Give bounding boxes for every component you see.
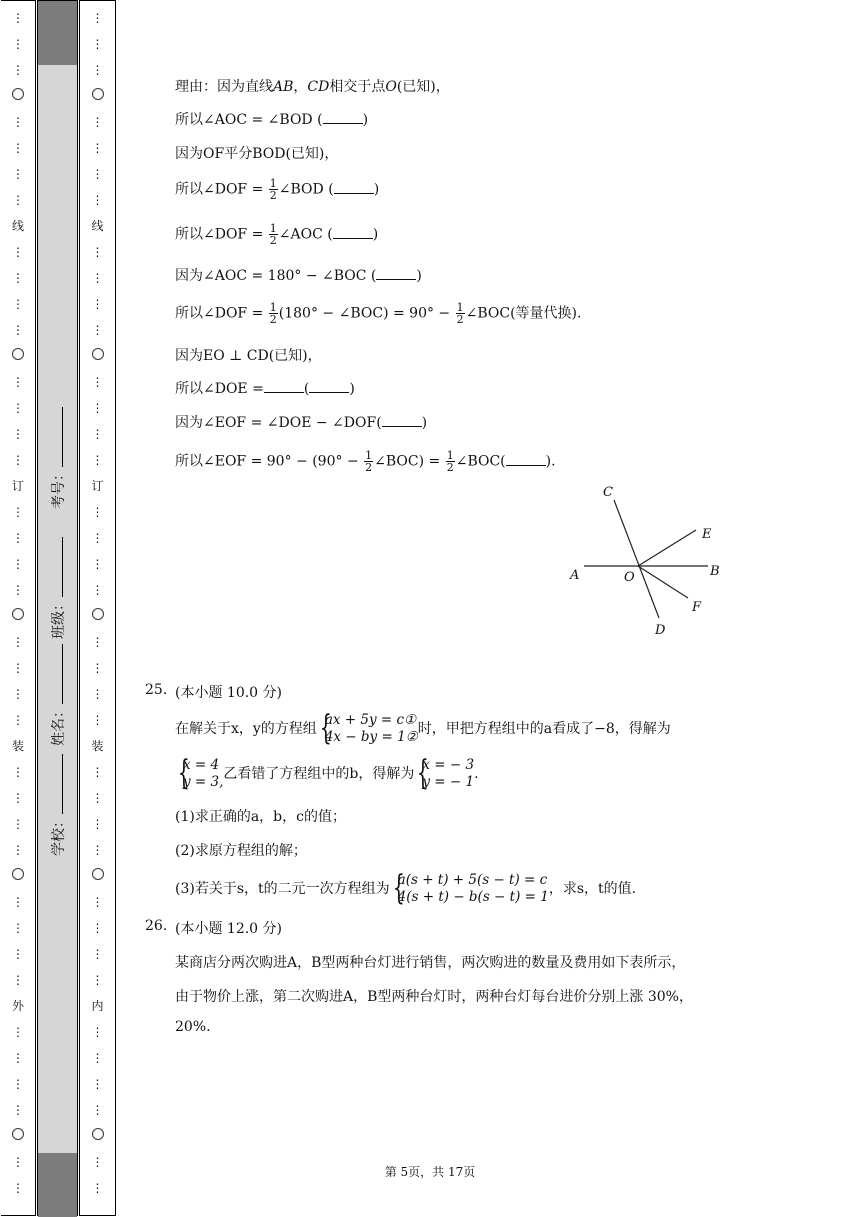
fraction-half: $\frac{1}{2}$ bbox=[446, 449, 454, 474]
proof-line-2: 所以∠AOC = ∠BOD ( ) bbox=[175, 112, 369, 128]
proof-line-3: 因为OF平分BOD(已知)， bbox=[175, 146, 339, 162]
dotted-line: ⋮ ⋮ ⋮ ⋮ ⋮ ⋮ ⋮ 线 ⋮ ⋮ ⋮ ⋮ ⋮ ⋮ ⋮ ⋮ 订 ⋮ ⋮ ⋮ ⋮ ⋮ ⋮ ⋮ ⋮ 装 ⋮ ⋮ ⋮ ⋮ ⋮ ⋮ ⋮ ⋮ 内 ⋮ ⋮ ⋮ ⋮ ⋮ ⋮ bbox=[91, 11, 104, 1195]
label-A: A bbox=[570, 568, 580, 583]
question-25-part-2: (2)求原方程组的解； bbox=[175, 843, 307, 859]
question-26-header: (本小题 12.0 分) bbox=[175, 921, 282, 937]
equation-system-st: { a(s + t) + 5(s − t) = c 4(s + t) − b(s − t) = 1 bbox=[390, 872, 549, 906]
solution-jia: { x = 4 y = 3, bbox=[175, 757, 223, 791]
proof-line-11: 所以∠EOF = 90° − (90° − $\frac{1}{2}$ ∠BOC) = $\frac{1}{2}$ ∠BOC( ). bbox=[175, 449, 556, 474]
name-field: 姓名： bbox=[48, 644, 68, 746]
question-26-stem-1: 某商店分两次购进A，B型两种台灯进行销售，两次购进的数量及费用如下表所示， bbox=[175, 955, 686, 971]
fraction-half: $\frac{1}{2}$ bbox=[269, 177, 277, 202]
dotted-line: ⋮ ⋮ ⋮ ⋮ ⋮ ⋮ ⋮ 线 ⋮ ⋮ ⋮ ⋮ ⋮ ⋮ ⋮ ⋮ 订 ⋮ ⋮ ⋮ ⋮ ⋮ ⋮ ⋮ ⋮ 装 ⋮ ⋮ ⋮ ⋮ ⋮ ⋮ ⋮ ⋮ 外 ⋮ ⋮ ⋮ ⋮ ⋮ ⋮ bbox=[11, 11, 24, 1195]
question-25-part-3: (3)若关于s，t的二元一次方程组为 { a(s + t) + 5(s − t) = c 4(s + t) − b(s − t) = 1 ，求s，t的值. bbox=[175, 872, 636, 906]
class-field: 班级： bbox=[48, 537, 68, 639]
question-26-stem-2: 由于物价上涨，第二次购进A，B型两种台灯时，两种台灯每台进价分别上涨 30%， bbox=[175, 989, 693, 1005]
label-C: C bbox=[603, 485, 613, 500]
exam-number-field: 考号： bbox=[48, 407, 68, 509]
fraction-half: $\frac{1}{2}$ bbox=[456, 301, 464, 326]
fraction-half: $\frac{1}{2}$ bbox=[269, 222, 277, 247]
question-25-header: (本小题 10.0 分) bbox=[175, 685, 282, 701]
angle-figure bbox=[560, 480, 730, 640]
question-26-stem-3: 20%. bbox=[175, 1019, 211, 1035]
question-25-stem-1: 在解关于x，y的方程组 { ax + 5y = c① 4x − by = 1② 时，甲把方程组中的a看成了−8，得解为 bbox=[175, 712, 671, 746]
proof-line-5: 所以∠DOF = $\frac{1}{2}$ ∠AOC ( ) bbox=[175, 222, 379, 247]
label-E: E bbox=[702, 527, 712, 542]
proof-line-9: 所以∠DOE = ( ) bbox=[175, 381, 355, 397]
question-25-part-1: (1)求正确的a，b，c的值； bbox=[175, 809, 346, 825]
label-D: D bbox=[655, 623, 666, 638]
gray-cap-top bbox=[38, 1, 77, 65]
ray-OE bbox=[638, 530, 696, 566]
equation-system: { ax + 5y = c① 4x − by = 1② bbox=[317, 712, 418, 746]
solution-yi: { x = − 3 y = − 1 bbox=[414, 757, 474, 791]
inner-binding-strip bbox=[79, 0, 116, 1216]
fraction-half: $\frac{1}{2}$ bbox=[365, 449, 373, 474]
school-field: 学校： bbox=[48, 754, 68, 856]
proof-line-4: 所以∠DOF = $\frac{1}{2}$ ∠BOD ( ) bbox=[175, 177, 380, 202]
question-26-number: 26. bbox=[145, 918, 168, 934]
proof-line-6: 因为∠AOC = 180° − ∠BOC ( ) bbox=[175, 268, 422, 284]
outer-binding-strip bbox=[1, 0, 36, 1216]
line-CD bbox=[614, 500, 659, 618]
proof-line-8: 因为EO ⊥ CD(已知)， bbox=[175, 348, 322, 364]
question-25-stem-2: { x = 4 y = 3, 乙看错了方程组中的b，得解为 { x = − 3 y = − 1 . bbox=[175, 757, 479, 791]
question-25-number: 25. bbox=[145, 682, 168, 698]
label-O: O bbox=[624, 570, 635, 585]
proof-line-1: 理由：因为直线AB，CD相交于点O(已知)， bbox=[175, 79, 450, 95]
proof-line-7: 所以∠DOF = $\frac{1}{2}$ (180° − ∠BOC) = 90° − $\frac{1}{2}$ ∠BOC(等量代换). bbox=[175, 301, 582, 326]
label-F: F bbox=[692, 600, 702, 615]
page-footer: 第 5页，共 17页 bbox=[384, 1165, 476, 1179]
fraction-half: $\frac{1}{2}$ bbox=[269, 301, 277, 326]
label-B: B bbox=[710, 564, 720, 579]
binding-margin bbox=[0, 0, 116, 1216]
proof-line-10: 因为∠EOF = ∠DOE − ∠DOF( ) bbox=[175, 415, 428, 431]
